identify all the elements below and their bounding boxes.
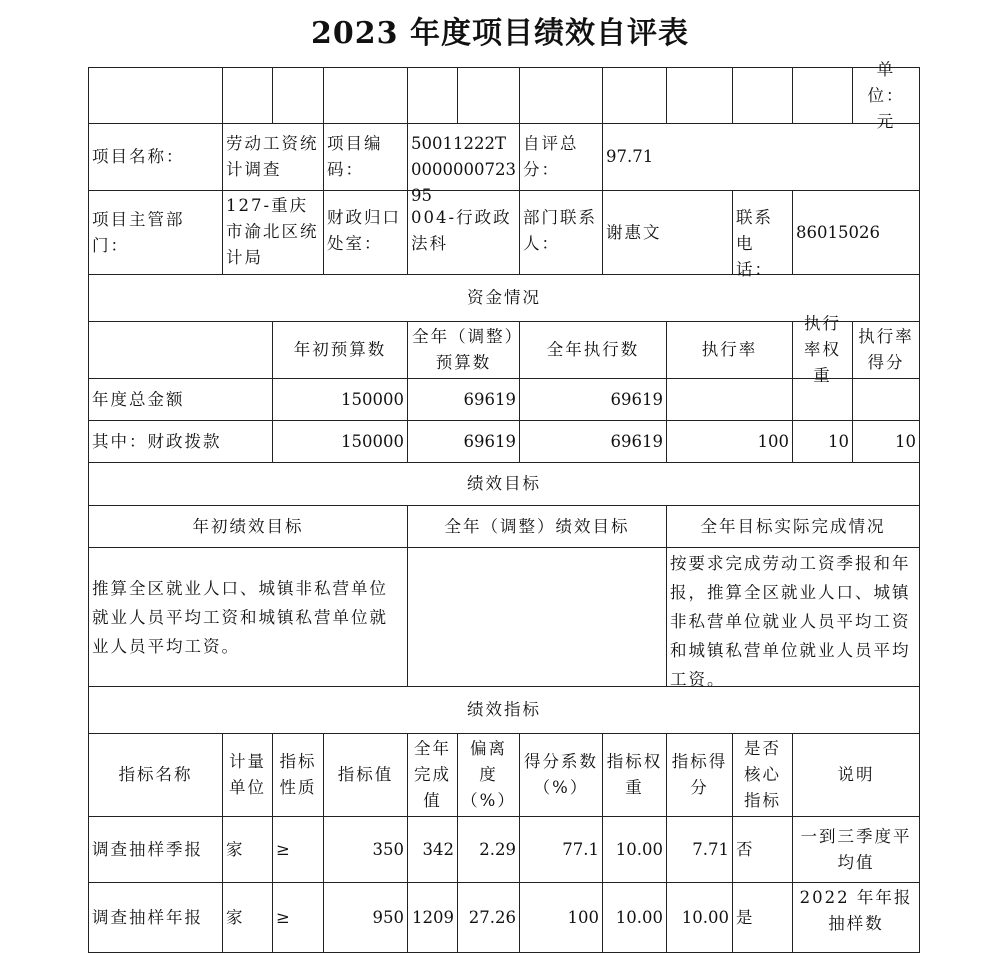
indicator-score: 10.00 <box>667 883 733 953</box>
funds-row-score <box>853 379 920 421</box>
indicators-header-weight: 指标权重 <box>603 734 667 817</box>
indicator-unit: 家 <box>223 817 273 883</box>
indicators-header-note: 说明 <box>793 734 920 817</box>
department-label: 项目主管部门： <box>88 191 223 275</box>
funds-row-rate: 100 <box>667 421 793 463</box>
blank-cell <box>88 322 273 379</box>
funds-row-weight: 10 <box>793 421 853 463</box>
project-name-label: 项目名称： <box>88 124 223 191</box>
finance-office-value: 004-行政政法科 <box>408 191 520 275</box>
indicator-deviation: 27.26 <box>458 883 520 953</box>
funds-row-label: 其中：财政拨款 <box>88 421 273 463</box>
indicator-name: 调查抽样年报 <box>88 883 223 953</box>
funds-row-score: 10 <box>853 421 920 463</box>
indicator-note: 2022 年年报抽样数 <box>793 883 920 953</box>
department-value: 127-重庆市渝北区统计局 <box>223 191 324 275</box>
indicator-target: 950 <box>324 883 408 953</box>
indicator-weight: 10.00 <box>603 883 667 953</box>
contact-person-value: 谢惠文 <box>603 191 733 275</box>
indicator-nature: ≥ <box>273 883 324 953</box>
indicator-coef: 100 <box>520 883 603 953</box>
goals-section-title: 绩效目标 <box>88 463 920 506</box>
page-title: 2023 年度项目绩效自评表 <box>311 16 689 51</box>
indicator-actual: 342 <box>408 817 458 883</box>
blank-cell <box>273 67 324 124</box>
funds-row-adjusted: 69619 <box>408 379 520 421</box>
indicators-header-nature: 指标性质 <box>273 734 324 817</box>
indicators-header-unit: 计量单位 <box>223 734 273 817</box>
blank-cell <box>88 67 223 124</box>
indicators-header-coef: 得分系数（%） <box>520 734 603 817</box>
contact-person-label: 部门联系人： <box>520 191 603 275</box>
indicator-target: 350 <box>324 817 408 883</box>
indicator-score: 7.71 <box>667 817 733 883</box>
blank-cell <box>667 67 733 124</box>
goals-adjusted-text <box>408 548 667 687</box>
self-score-label: 自评总分： <box>520 124 603 191</box>
indicator-core: 否 <box>733 817 793 883</box>
indicator-weight: 10.00 <box>603 817 667 883</box>
funds-row-rate <box>667 379 793 421</box>
funds-row-initial: 150000 <box>273 421 408 463</box>
indicator-actual: 1209 <box>408 883 458 953</box>
funds-row-adjusted: 69619 <box>408 421 520 463</box>
indicator-unit: 家 <box>223 883 273 953</box>
blank-cell <box>408 67 458 124</box>
indicators-header-target: 指标值 <box>324 734 408 817</box>
blank-cell <box>324 67 408 124</box>
funds-row-executed: 69619 <box>520 379 667 421</box>
self-score-value: 97.71 <box>603 124 920 191</box>
funds-row-label: 年度总金额 <box>88 379 273 421</box>
blank-cell <box>603 67 667 124</box>
funds-row-initial: 150000 <box>273 379 408 421</box>
indicator-nature: ≥ <box>273 817 324 883</box>
indicators-section-title: 绩效指标 <box>88 687 920 734</box>
goals-actual-text: 按要求完成劳动工资季报和年报，推算全区就业人口、城镇非私营单位就业人员平均工资和城镇私营单位就业人员平均工资。 <box>667 548 920 687</box>
funds-header-initial: 年初预算数 <box>273 322 408 379</box>
indicator-name: 调查抽样季报 <box>88 817 223 883</box>
indicators-header-core: 是否核心指标 <box>733 734 793 817</box>
funds-row-executed: 69619 <box>520 421 667 463</box>
funds-header-rate: 执行率 <box>667 322 793 379</box>
blank-cell <box>520 67 603 124</box>
indicator-note: 一到三季度平均值 <box>793 817 920 883</box>
goals-initial-text: 推算全区就业人口、城镇非私营单位就业人员平均工资和城镇私营单位就业人员平均工资。 <box>88 548 408 687</box>
blank-cell <box>793 67 853 124</box>
funds-header-adjusted: 全年（调整）预算数 <box>408 322 520 379</box>
project-name-value: 劳动工资统计调查 <box>223 124 324 191</box>
finance-office-label: 财政归口处室： <box>324 191 408 275</box>
funds-header-weight: 执行率权重 <box>793 322 853 379</box>
blank-cell <box>458 67 520 124</box>
blank-cell <box>733 67 793 124</box>
indicators-header-deviation: 偏离度（%） <box>458 734 520 817</box>
contact-phone-label: 联系电话： <box>733 191 793 275</box>
blank-cell <box>223 67 273 124</box>
funds-header-score: 执行率得分 <box>853 322 920 379</box>
indicator-coef: 77.1 <box>520 817 603 883</box>
goals-header-initial: 年初绩效目标 <box>88 506 408 548</box>
indicators-header-score: 指标得分 <box>667 734 733 817</box>
contact-phone-value: 86015026 <box>793 191 920 275</box>
funds-row-weight <box>793 379 853 421</box>
unit-label: 单位：元 <box>853 67 920 124</box>
goals-header-adjusted: 全年（调整）绩效目标 <box>408 506 667 548</box>
project-code-label: 项目编码： <box>324 124 408 191</box>
indicator-deviation: 2.29 <box>458 817 520 883</box>
goals-header-actual: 全年目标实际完成情况 <box>667 506 920 548</box>
funds-header-executed: 全年执行数 <box>520 322 667 379</box>
project-code-value: 50011222T000000072395 <box>408 124 520 191</box>
indicators-header-name: 指标名称 <box>88 734 223 817</box>
indicator-core: 是 <box>733 883 793 953</box>
funds-section-title: 资金情况 <box>88 275 920 322</box>
indicators-header-actual: 全年完成值 <box>408 734 458 817</box>
